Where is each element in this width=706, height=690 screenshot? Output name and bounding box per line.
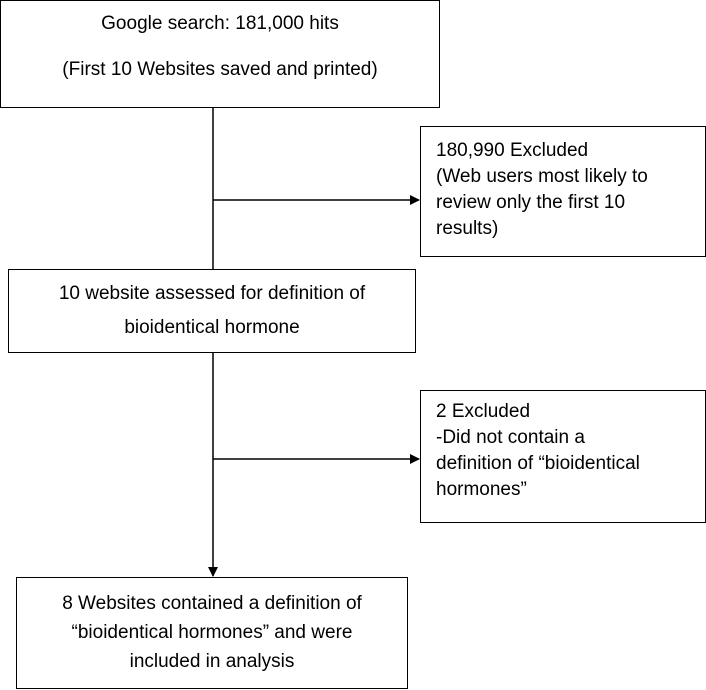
excluded-first-reason-line3: results) [436,218,499,239]
assessed-box [8,269,416,353]
excluded-second-count: 2 Excluded [436,401,531,422]
search-hits-text: Google search: 181,000 hits [101,13,339,34]
assessed-text-line2: bioidentical hormone [124,317,300,338]
included-text-line3: included in analysis [129,651,295,672]
excluded-second-reason-line3: hormones” [436,479,527,500]
excluded-first-count: 180,990 Excluded [436,140,589,161]
search-saved-text: (First 10 Websites saved and printed) [62,59,378,80]
excluded-first-box [420,126,706,257]
excluded-first-reason-line1: (Web users most likely to [436,166,648,187]
excluded-second-reason-line2: definition of “bioidentical [436,453,640,474]
included-text-line2: “bioidentical hormones” and were [71,622,353,643]
included-text-line1: 8 Websites contained a definition of [62,593,362,614]
excluded-second-reason-line1: -Did not contain a [436,427,585,448]
assessed-text-line1: 10 website assessed for definition of [58,283,366,304]
excluded-second-box [420,390,706,523]
excluded-first-reason-line2: review only the first 10 [436,192,626,213]
search-box [0,0,440,108]
included-box [16,577,408,689]
